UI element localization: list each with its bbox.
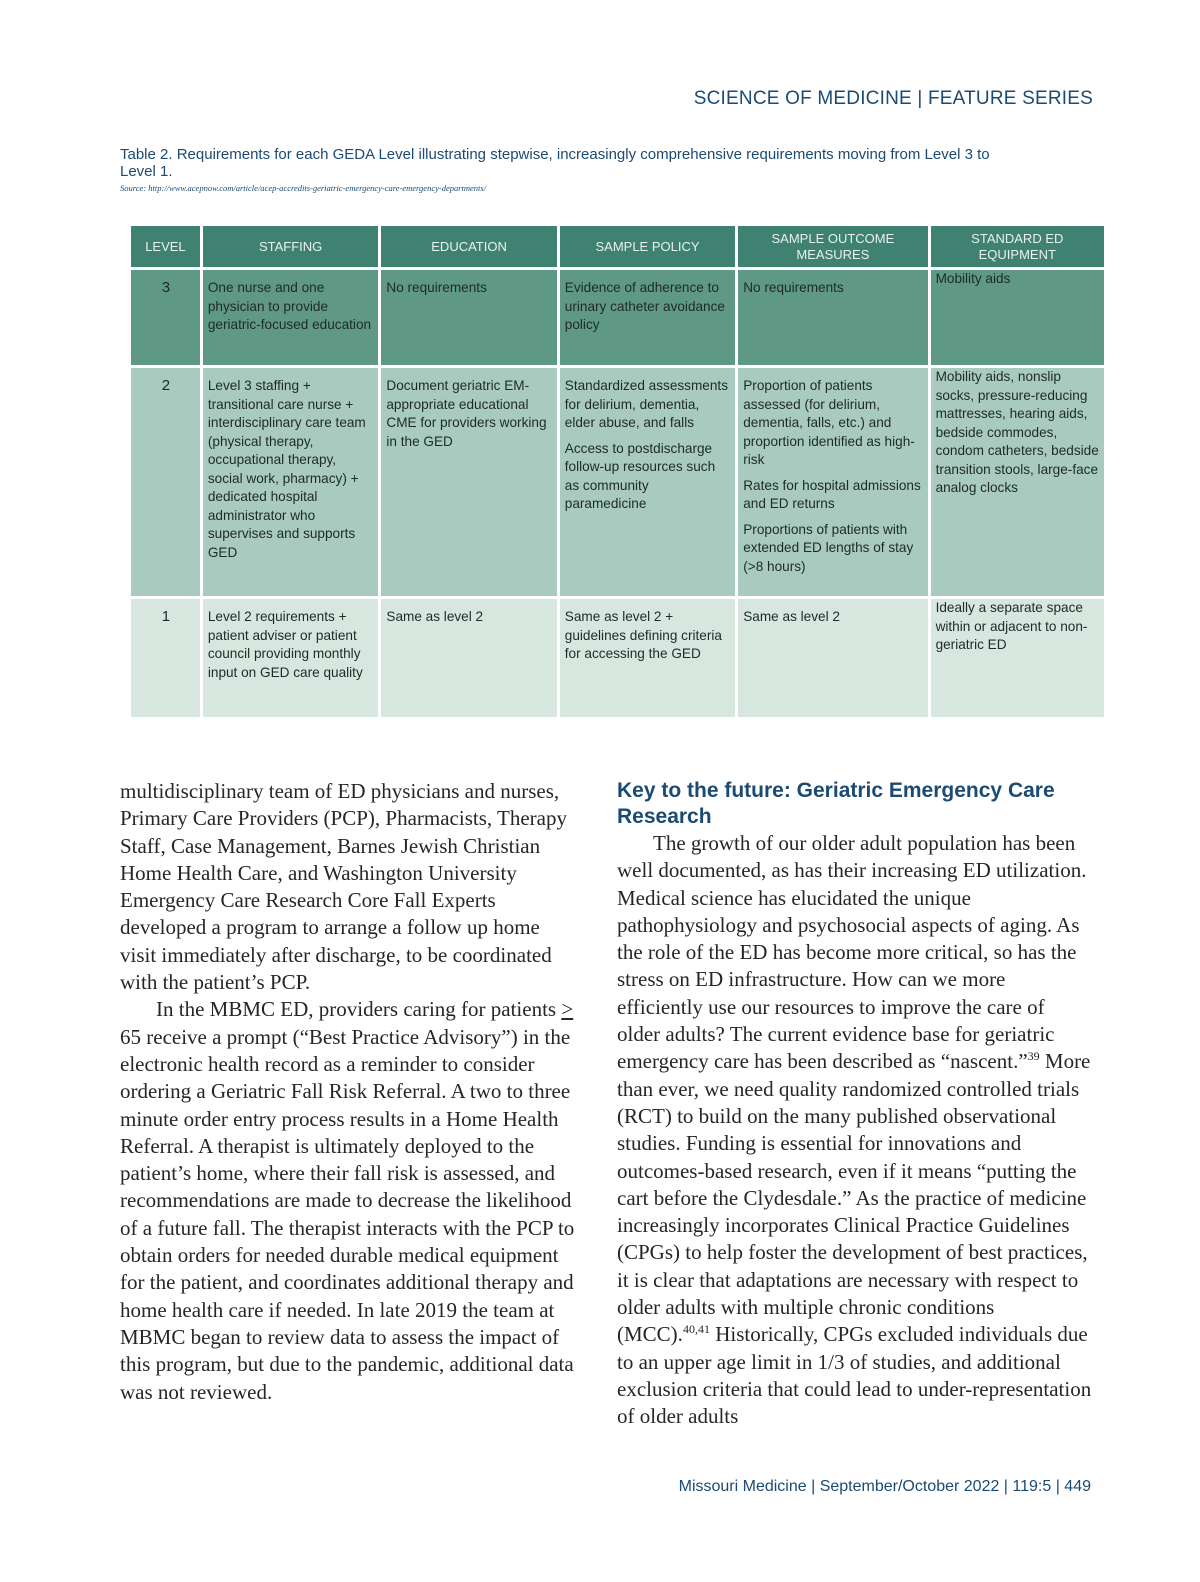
cell-level: 3	[131, 270, 200, 365]
cell-policy: Evidence of adherence to urinary catheter avoidance policy	[560, 270, 735, 365]
text-run: In the MBMC ED, providers caring for patients	[156, 997, 562, 1022]
text-run: More than ever, we need quality randomized controlled trials (RCT) to build on the many published observational studies. Funding is essential for innovations and outcomes-based research, even if it means “putting the cart before the Clydesdale.” As the practice of medicine increasingly incorporates Clinical Practice Guidelines (CPGs) to help foster the development of best practices, it is clear that adaptations are necessary with respect to older adults with multiple chronic conditions (MCC).	[617, 1049, 1091, 1347]
page-footer: Missouri Medicine | September/October 2022 | 119:5 | 449	[678, 1478, 1091, 1495]
header-sample-policy: SAMPLE POLICY	[560, 226, 735, 267]
cell-outcome	[738, 368, 927, 596]
outcome-item: Proportion of patients assessed (for delirium, dementia, falls, etc.) and proportion identified as high-risk	[743, 378, 915, 467]
outcome-item: Proportions of patients with extended ED lengths of stay (>8 hours)	[743, 521, 914, 574]
cell-level: 1	[131, 599, 200, 717]
table-source: Source: http://www.acepnow.com/article/acep-accredits-geriatric-emergency-care-emergency-departments/	[120, 183, 487, 193]
cell-policy: Same as level 2 + guidelines defining criteria for accessing the GED	[560, 599, 735, 717]
policy-item: Standardized assessments for delirium, dementia, elder abuse, and falls	[564, 378, 728, 430]
outcome-item: No requirements	[743, 280, 844, 295]
citation-ref: 39	[1027, 1049, 1040, 1064]
cell-staffing: Level 2 requirements + patient adviser or patient council providing monthly input on GED care quality	[203, 599, 379, 717]
cell-outcome	[738, 270, 927, 365]
body-paragraph	[120, 996, 575, 1405]
running-header: SCIENCE OF MEDICINE | FEATURE SERIES	[693, 88, 1093, 109]
cell-equipment: Mobility aids, nonslip socks, pressure-reducing mattresses, hearing aids, bedside commodes, condom catheters, bedside transition stools, large-face analog clocks	[931, 368, 1104, 596]
outcome-item: Rates for hospital admissions and ED returns	[743, 477, 921, 511]
cell-equipment: Ideally a separate space within or adjacent to non-geriatric ED	[931, 599, 1104, 717]
outcome-item: Same as level 2	[743, 609, 840, 624]
cell-education: No requirements	[381, 270, 556, 365]
greater-equal-symbol: >	[561, 997, 574, 1022]
table-header-row	[131, 226, 1104, 267]
section-heading: Key to the future: Geriatric Emergency Care Research	[617, 779, 1055, 828]
citation-ref: 40,41	[682, 1322, 710, 1337]
text-run: The growth of our older adult population has been well documented, as has their increasing ED utilization. Medical science has elucidated the unique pathophysiology and psychosocial aspects of aging. As the role of the ED has become more critical, so has the stress on ED infrastructure. How can we more efficiently use our resources to improve the care of older adults? The current evidence base for geriatric emergency care has been described as “nascent.”	[617, 831, 1087, 1074]
geda-requirements-table	[128, 223, 1107, 720]
cell-policy	[560, 368, 735, 596]
header-level: LEVEL	[131, 226, 200, 267]
cell-education: Document geriatric EM-appropriate educational CME for providers working in the GED	[381, 368, 556, 596]
policy-item: Access to postdischarge follow-up resources such as community paramedicine	[564, 440, 716, 511]
body-paragraph	[617, 830, 1092, 1431]
header-standard-ed-equipment: STANDARD ED EQUIPMENT	[931, 226, 1104, 267]
table-row-level-1	[131, 599, 1104, 717]
header-education: EDUCATION	[381, 226, 556, 267]
body-paragraph: multidisciplinary team of ED physicians and nurses, Primary Care Providers (PCP), Pharmacists, Therapy Staff, Case Management, Barnes Jewish Christian Home Health Care, and Washington University Emergency Care Research Core Fall Experts developed a program to arrange a follow up home visit immediately after discharge, to be coordinated with the patient’s PCP.	[120, 779, 567, 995]
cell-outcome	[738, 599, 927, 717]
cell-equipment: Mobility aids	[931, 270, 1104, 365]
text-run: Historically, CPGs excluded individuals due to an upper age limit in 1/3 of studies, and additional exclusion criteria that could lead to under-representation of older adults	[617, 1322, 1092, 1429]
cell-education: Same as level 2	[381, 599, 556, 717]
cell-staffing: Level 3 staffing + transitional care nurse + interdisciplinary care team (physical therapy, occupational therapy, social work, pharmacy) + dedicated hospital administrator who supervises and supports GED	[203, 368, 379, 596]
cell-staffing: One nurse and one physician to provide geriatric-focused education	[203, 270, 379, 365]
text-run: 65 receive a prompt (“Best Practice Advisory”) in the electronic health record as a reminder to consider ordering a Geriatric Fall Risk Referral. A two to three minute order entry process results in a Home Health Referral. A therapist is ultimately deployed to the patient’s home, where their fall risk is assessed, and recommendations are made to decrease the likelihood of a future fall. The therapist interacts with the PCP to obtain orders for needed durable medical equipment for the patient, and coordinates additional therapy and home health care if needed. In late 2019 the team at MBMC began to review data to assess the impact of this program, but due to the pandemic, additional data was not reviewed.	[120, 1024, 575, 1404]
header-sample-outcome-measures: SAMPLE OUTCOME MEASURES	[738, 226, 927, 267]
table-row-level-2	[131, 368, 1104, 596]
header-staffing: STAFFING	[203, 226, 379, 267]
left-column	[120, 778, 575, 1406]
table-row-level-3	[131, 270, 1104, 365]
table-caption: Table 2. Requirements for each GEDA Level illustrating stepwise, increasingly comprehensive requirements moving from Level 3 to Level 1.	[120, 146, 990, 180]
right-column	[617, 778, 1092, 1431]
cell-level: 2	[131, 368, 200, 596]
